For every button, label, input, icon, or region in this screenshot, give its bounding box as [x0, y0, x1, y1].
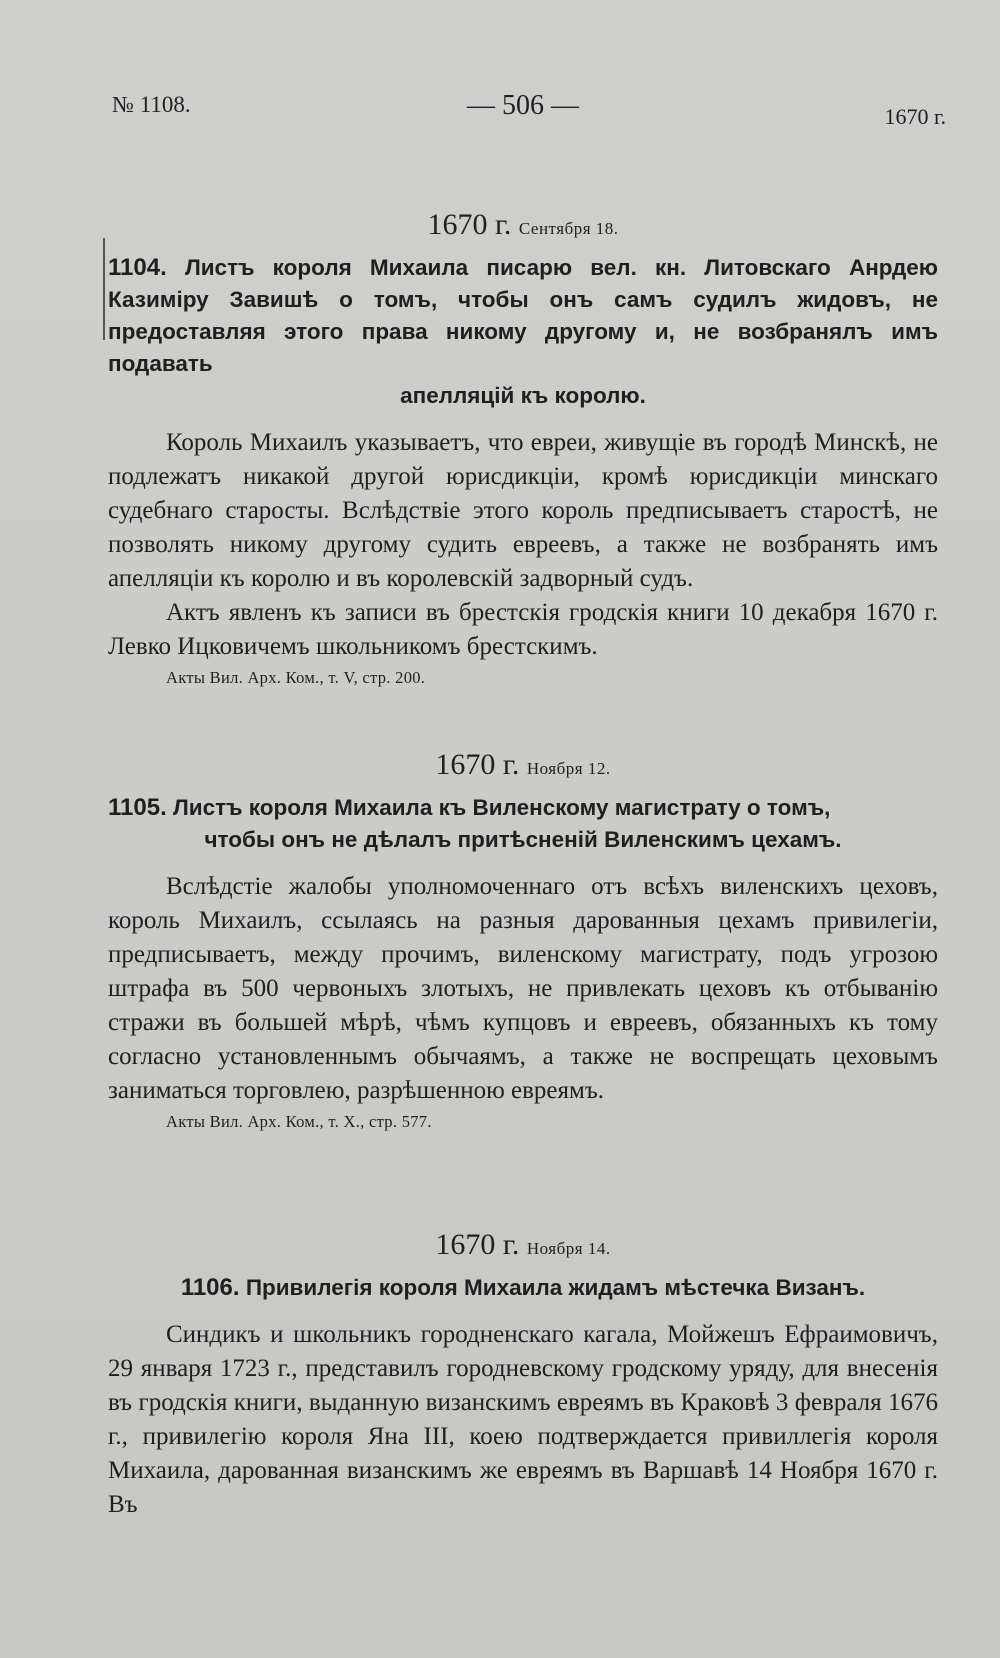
entry-body-note: Актъ явленъ къ записи въ брестскія гродскія книги 10 декабря 1670 г. Левко Ицковичемъ школьникомъ брестскимъ.: [108, 599, 938, 660]
date-year: 1670 г.: [435, 1228, 520, 1261]
source-reference: Акты Вил. Арх. Ком., т. V, стр. 200.: [166, 668, 426, 687]
date-day: Ноября 14.: [526, 1239, 611, 1258]
entry-number: 1104.: [108, 254, 167, 281]
date-year: 1670 г.: [435, 748, 520, 781]
entry-1105: [108, 748, 938, 1132]
heading-text-last: апелляцій къ королю.: [400, 383, 646, 408]
entry-number: 1105.: [108, 794, 167, 821]
heading-text: Листъ короля Михаила къ Виленскому магистрату о томъ,: [173, 795, 831, 820]
heading-text: Листъ короля Михаила писарю вел. кн. Литовскаго Анрдею Казиміру Завишѣ о томъ, чтобы онъ самъ судилъ жидовъ, не предоставляя этого права никому другому и, не возбранялъ имъ подавать: [108, 255, 938, 376]
entry-number: 1106.: [180, 1274, 240, 1301]
running-head: [112, 90, 946, 130]
entry-heading: [108, 1272, 938, 1304]
entry-body: Король Михаилъ указываетъ, что евреи, живущіе въ городѣ Минскѣ, не подлежатъ никакой другой юрисдикціи, кромѣ юрисдикціи минскаго судебнаго старосты. Вслѣдствіе этого король предписываетъ старостѣ, не позволять никому другому судить евреевъ, а также не возбранять имъ апелляціи къ королю и въ королевскій задворный судъ.: [108, 429, 938, 592]
document-number: № 1108.: [112, 92, 191, 117]
entry-date: [108, 1228, 938, 1262]
heading-text-last: чтобы онъ не дѣлалъ притѣсненій Виленскимъ цехамъ.: [204, 827, 842, 852]
entry-heading: [108, 792, 938, 856]
heading-text: Привилегія короля Михаила жидамъ мѣстечка Визанъ.: [245, 1275, 866, 1300]
entry-date: [108, 748, 938, 782]
date-day: Сентября 18.: [518, 219, 619, 238]
entry-1104: [108, 208, 938, 688]
entry-date: [108, 208, 938, 242]
entry-body: Синдикъ и школьникъ городненскаго кагала, Мойжешъ Ефраимовичъ, 29 января 1723 г., представилъ городневскому гродскому уряду, для внесенія въ гродскія книги, выданную визанскимъ евреямъ въ Краковѣ 3 февраля 1676 г., привилегію короля Яна III, коею подтверждается привиллегія короля Михаила, дарованная визанскимъ же евреямъ въ Варшавѣ 14 Ноября 1670 г. Въ: [108, 1321, 938, 1518]
page-number: — 506 —: [467, 90, 579, 121]
source-reference: Акты Вил. Арх. Ком., т. X., стр. 577.: [166, 1112, 432, 1131]
entry-1106: [108, 1228, 938, 1522]
entry-body: Вслѣдстіе жалобы уполномоченнаго отъ всѣхъ виленскихъ цеховъ, король Михаилъ, ссылаясь на разныя дарованныя цехамъ привилегіи, предписываетъ, между прочимъ, виленскому магистрату, подъ угрозою штрафа въ 500 червоныхъ злотыхъ, не привлекать цеховъ къ отбыванію стражи въ большей мѣрѣ, чѣмъ купцовъ и евреевъ, обязанныхъ къ тому согласно установленнымъ обычаямъ, а также не воспрещать цеховымъ заниматься торговлею, разрѣшенною евреямъ.: [108, 873, 938, 1104]
date-year: 1670 г.: [427, 208, 512, 241]
entry-heading: [108, 252, 938, 412]
header-year: 1670 г.: [884, 104, 946, 129]
date-day: Ноября 12.: [526, 759, 611, 778]
